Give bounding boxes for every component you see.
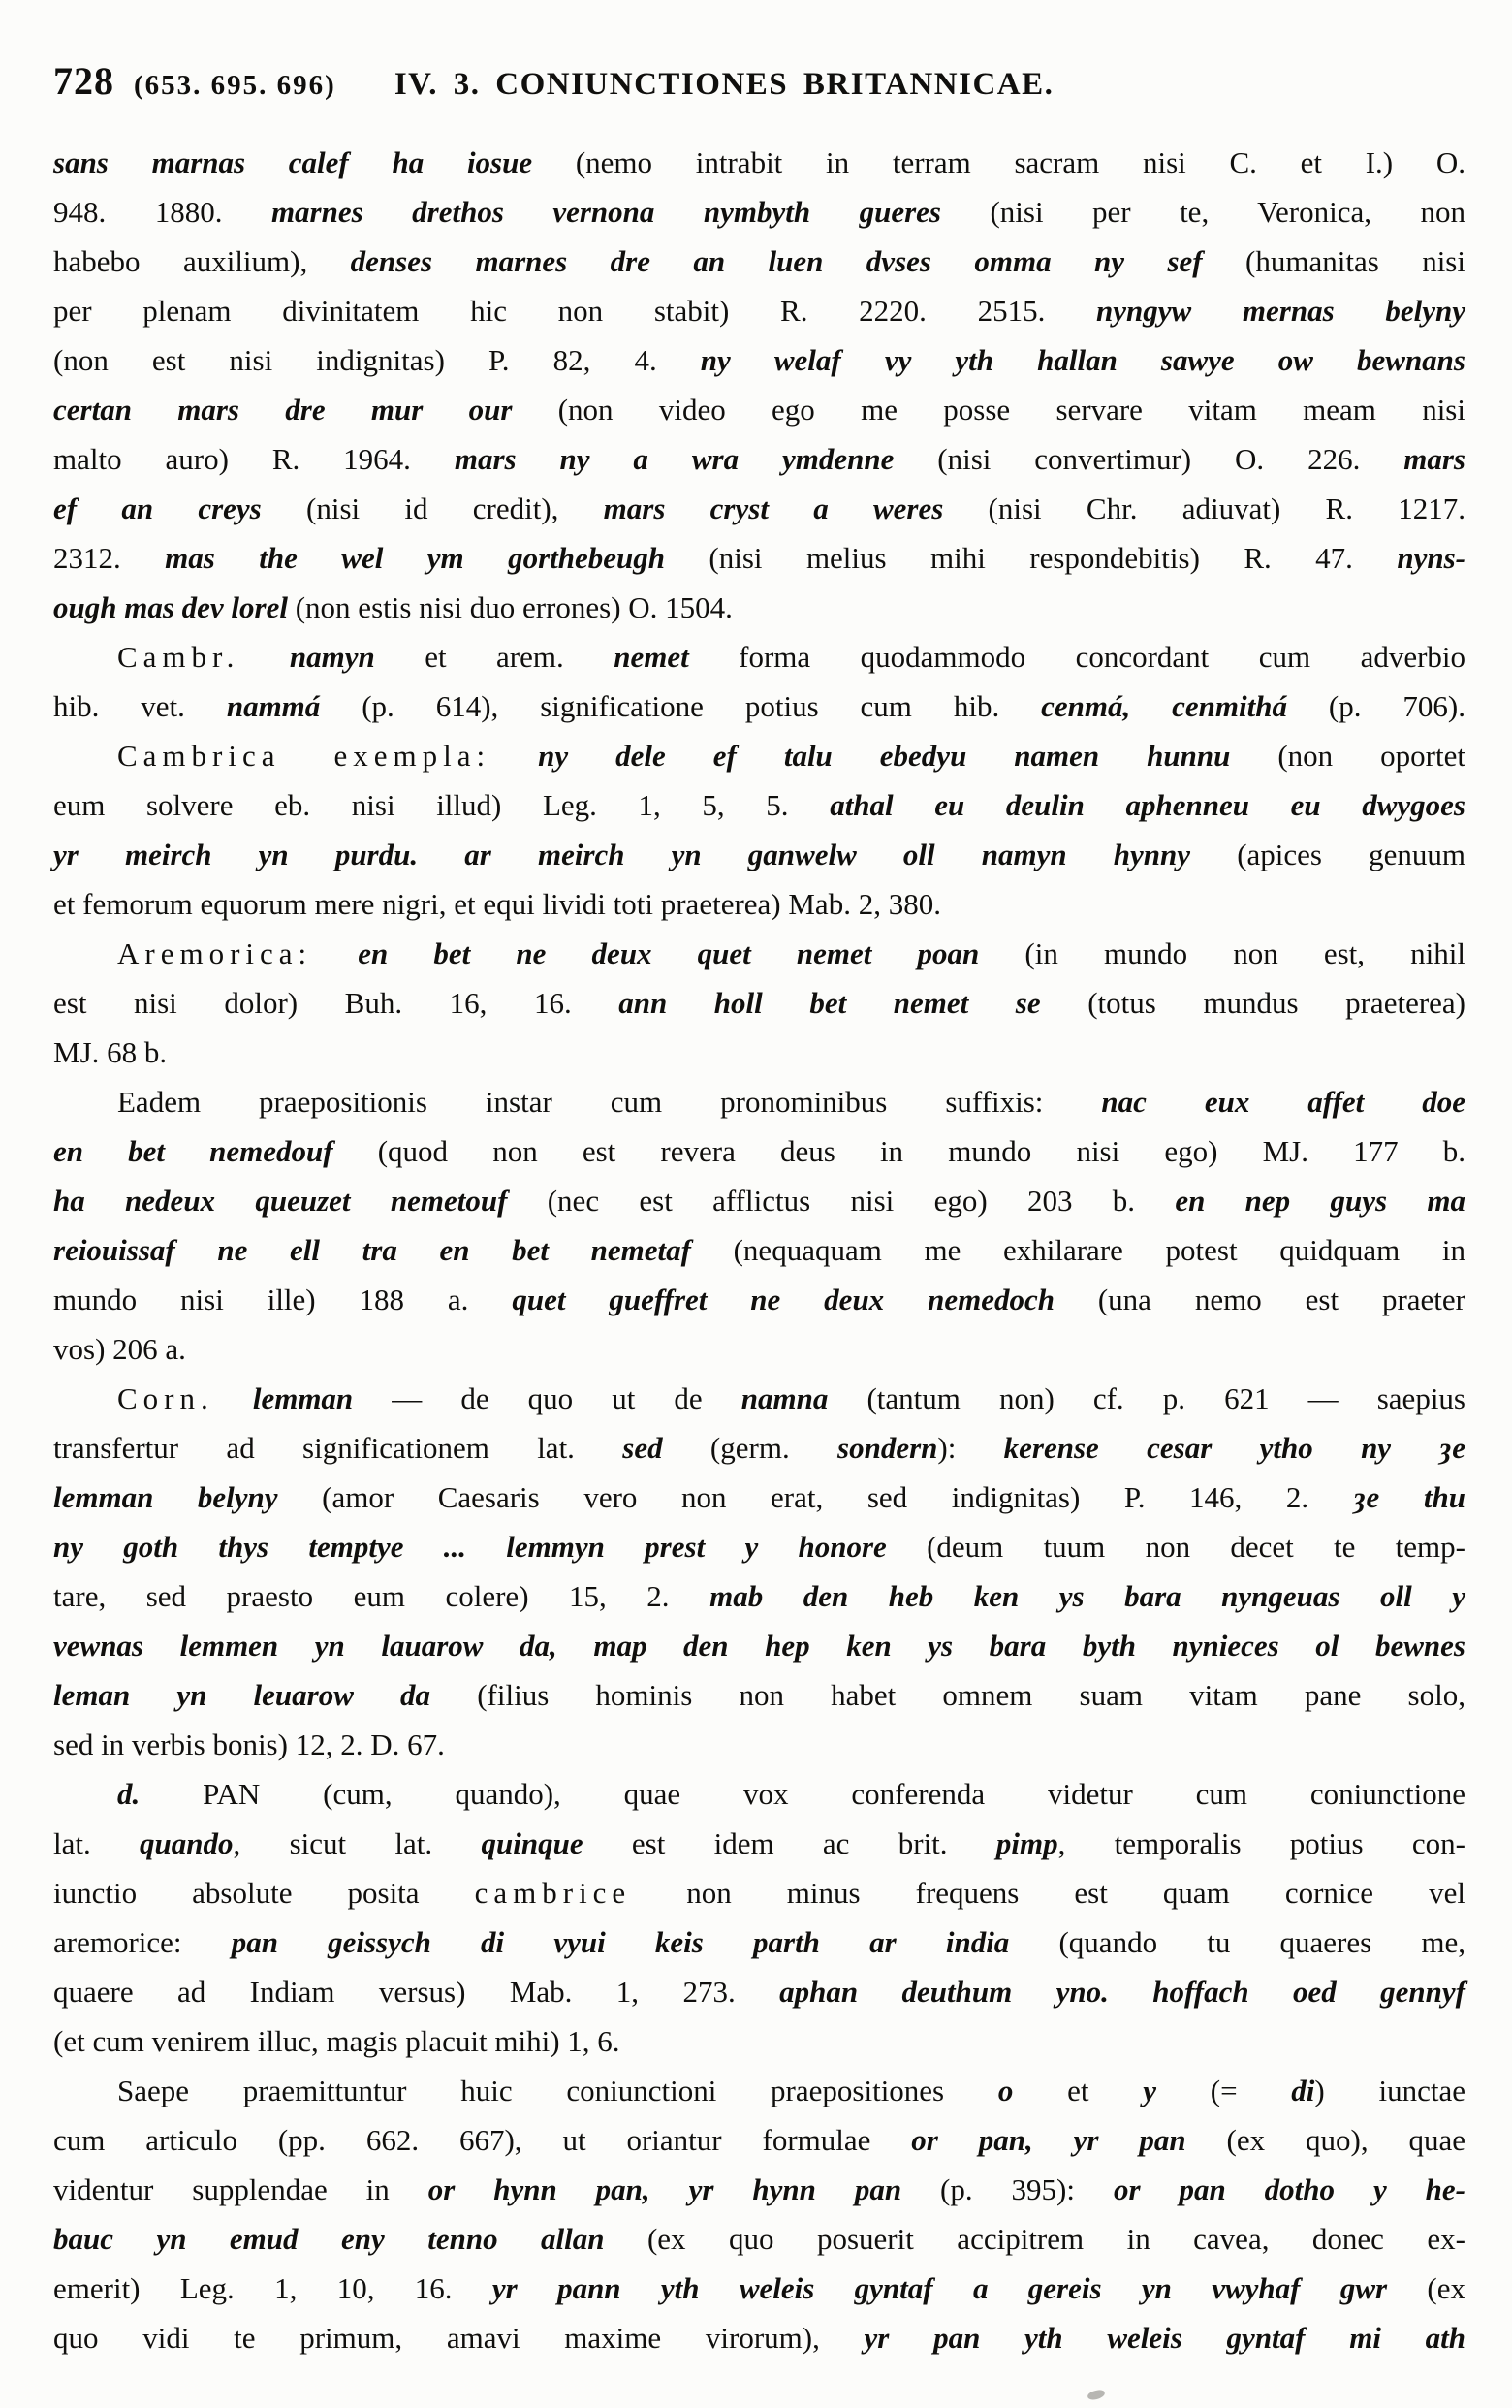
latin-text: PAN (cum, quando), quae vox conferenda videtur cum coniunctione bbox=[140, 1777, 1465, 1811]
page-header bbox=[53, 58, 1465, 111]
text-line bbox=[53, 879, 1465, 929]
latin-text: (deum tuum non decet te temp- bbox=[927, 1530, 1465, 1564]
celtic-phrase: reiouissaf ne ell tra en bet nemetaf bbox=[53, 1233, 734, 1267]
text-line bbox=[53, 237, 1465, 286]
celtic-phrase: quando bbox=[140, 1826, 234, 1860]
text-block bbox=[53, 138, 1465, 2362]
text-line bbox=[53, 1176, 1465, 1225]
latin-text: hib. vet. bbox=[53, 689, 227, 723]
latin-text: et arem. bbox=[374, 640, 614, 674]
latin-text: (tantum non) cf. p. 621 — saepius bbox=[828, 1381, 1465, 1415]
celtic-phrase: ny dele ef talu ebedyu namen hunnu bbox=[538, 739, 1278, 773]
text-line bbox=[53, 978, 1465, 1028]
latin-text: mundo nisi ille) 188 a. bbox=[53, 1283, 513, 1316]
celtic-phrase: or pan dotho y he- bbox=[1113, 2172, 1465, 2206]
celtic-phrase: o bbox=[997, 2074, 1014, 2107]
latin-text: vos) 206 a. bbox=[53, 1332, 186, 1366]
latin-text: et bbox=[1013, 2074, 1144, 2107]
latin-text: (non video ego me posse servare vitam meam nisi bbox=[557, 393, 1465, 427]
latin-text: , sicut lat. bbox=[233, 1826, 482, 1860]
latin-text: lat. bbox=[53, 1826, 141, 1860]
latin-text: et femorum equorum mere nigri, et equi lividi toti praeterea) Mab. 2, 380. bbox=[53, 887, 941, 921]
latin-text: aremorice: bbox=[53, 1925, 232, 1959]
celtic-phrase: ha nedeux queuzet nemetouf bbox=[53, 1184, 548, 1218]
celtic-phrase: d. bbox=[117, 1777, 141, 1811]
latin-text: non minus frequens est quam cornice vel bbox=[631, 1876, 1465, 1910]
text-line bbox=[53, 286, 1465, 335]
text-line bbox=[53, 1225, 1465, 1275]
celtic-phrase: ough mas dev lorel bbox=[53, 590, 296, 624]
latin-text: transfertur ad significationem lat. bbox=[53, 1431, 623, 1465]
text-line bbox=[53, 1917, 1465, 1967]
latin-text: (humanitas nisi bbox=[1245, 244, 1465, 278]
latin-text: Eadem praepositionis instar cum pronominibus suffixis: bbox=[117, 1085, 1102, 1119]
celtic-phrase: lemman bbox=[252, 1381, 354, 1415]
celtic-phrase: sans marnas calef ha iosue bbox=[53, 145, 576, 179]
text-line bbox=[53, 2165, 1465, 2214]
latin-text: 2312. bbox=[53, 541, 166, 575]
celtic-phrase: mars bbox=[1403, 442, 1465, 476]
celtic-phrase: nammá bbox=[226, 689, 321, 723]
spaced-label: Cambrica exempla: bbox=[117, 739, 491, 773]
latin-text: Saepe praemittuntur huic coniunctioni praepositiones bbox=[117, 2074, 998, 2107]
latin-text: videntur supplendae in bbox=[53, 2172, 428, 2206]
latin-text: (nisi per te, Veronica, non bbox=[990, 195, 1465, 229]
text-line bbox=[53, 335, 1465, 385]
spaced-label: Corn. bbox=[117, 1381, 214, 1415]
celtic-phrase: mars ny a wra ymdenne bbox=[454, 442, 938, 476]
latin-text bbox=[239, 640, 289, 674]
text-line bbox=[53, 1670, 1465, 1720]
text-line bbox=[53, 1720, 1465, 1769]
spaced-label: Aremorica: bbox=[117, 936, 313, 970]
text-line bbox=[53, 1621, 1465, 1670]
latin-text: (non estis nisi duo errones) O. 1504. bbox=[295, 590, 733, 624]
latin-text: malto auro) R. 1964. bbox=[53, 442, 455, 476]
ink-smudge-artifact bbox=[1087, 2389, 1105, 2401]
text-line bbox=[53, 533, 1465, 583]
text-line bbox=[53, 583, 1465, 632]
latin-text: — de quo ut de bbox=[353, 1381, 741, 1415]
celtic-phrase: mab den heb ken ys bara nyngeuas oll y bbox=[709, 1579, 1465, 1613]
text-line bbox=[53, 632, 1465, 681]
celtic-phrase: kerense cesar ytho ny ȝe bbox=[1003, 1431, 1466, 1465]
celtic-phrase: en bet nemedouf bbox=[53, 1134, 378, 1168]
celtic-phrase: denses marnes dre an luen dvses omma ny sef bbox=[350, 244, 1246, 278]
latin-text: habebo auxilium), bbox=[53, 244, 351, 278]
celtic-phrase: aphan deuthum yno. hoffach oed gennyf bbox=[779, 1975, 1465, 2009]
latin-text: (= bbox=[1156, 2074, 1292, 2107]
celtic-phrase: quinque bbox=[481, 1826, 583, 1860]
latin-text: (non est nisi indignitas) P. 82, 4. bbox=[53, 343, 701, 377]
text-line bbox=[53, 780, 1465, 830]
spaced-label: cambrice bbox=[474, 1876, 632, 1910]
text-line bbox=[53, 1473, 1465, 1522]
latin-text: (ex quo), quae bbox=[1185, 2123, 1465, 2157]
latin-text: (totus mundus praeterea) bbox=[1087, 986, 1465, 1020]
celtic-phrase: en nep guys ma bbox=[1175, 1184, 1465, 1218]
latin-text: est nisi dolor) Buh. 16, 16. bbox=[53, 986, 619, 1020]
text-line bbox=[53, 1571, 1465, 1621]
text-line bbox=[53, 1126, 1465, 1176]
celtic-phrase: certan mars dre mur our bbox=[53, 393, 558, 427]
text-line bbox=[53, 138, 1465, 187]
text-line bbox=[53, 1522, 1465, 1571]
text-line bbox=[53, 187, 1465, 237]
text-line bbox=[53, 1275, 1465, 1324]
latin-text bbox=[312, 936, 358, 970]
text-line bbox=[53, 1967, 1465, 2016]
celtic-phrase: or hynn pan, yr hynn pan bbox=[427, 2172, 902, 2206]
header-refs: (653. 695. 696) bbox=[134, 70, 336, 101]
latin-text: eum solvere eb. nisi illud) Leg. 1, 5, 5. bbox=[53, 788, 831, 822]
latin-text: tare, sed praesto eum colere) 15, 2. bbox=[53, 1579, 710, 1613]
latin-text: (ex bbox=[1427, 2271, 1465, 2305]
celtic-phrase: mars cryst a weres bbox=[603, 491, 989, 525]
text-line bbox=[53, 2115, 1465, 2165]
text-line bbox=[53, 2214, 1465, 2264]
text-line bbox=[53, 2016, 1465, 2066]
text-line bbox=[53, 830, 1465, 879]
celtic-phrase: nac eux affet doe bbox=[1101, 1085, 1465, 1119]
latin-text: (nequaquam me exhilarare potest quidquam in bbox=[733, 1233, 1465, 1267]
latin-text: cum articulo (pp. 662. 667), ut oriantur formulae bbox=[53, 2123, 912, 2157]
latin-text: 948. 1880. bbox=[53, 195, 271, 229]
page-number: 728 bbox=[53, 59, 114, 103]
celtic-phrase: y bbox=[1143, 2074, 1156, 2107]
text-line bbox=[53, 929, 1465, 978]
latin-text bbox=[490, 739, 538, 773]
latin-text: emerit) Leg. 1, 10, 16. bbox=[53, 2271, 492, 2305]
text-line bbox=[53, 385, 1465, 434]
text-line bbox=[53, 1077, 1465, 1126]
text-line bbox=[53, 484, 1465, 533]
latin-text: (nec est afflictus nisi ego) 203 b. bbox=[547, 1184, 1176, 1218]
celtic-phrase: yr pan yth weleis gyntaf mi ath bbox=[864, 2321, 1465, 2355]
celtic-phrase: nemet bbox=[614, 640, 689, 674]
celtic-phrase: ny goth thys temptye ... lemmyn prest y honore bbox=[53, 1530, 928, 1564]
celtic-phrase: sondern bbox=[837, 1431, 938, 1465]
latin-text: (nisi melius mihi respondebitis) R. 47. bbox=[709, 541, 1398, 575]
latin-text: quaere ad Indiam versus) Mab. 1, 273. bbox=[53, 1975, 780, 2009]
latin-text: (nisi convertimur) O. 226. bbox=[937, 442, 1404, 476]
latin-text: , temporalis potius con- bbox=[1057, 1826, 1465, 1860]
celtic-phrase: cenmá, cenmithá bbox=[1041, 689, 1288, 723]
celtic-phrase: nyns- bbox=[1397, 541, 1465, 575]
latin-text: ) iunctae bbox=[1314, 2074, 1465, 2107]
celtic-phrase: ny welaf vy yth hallan sawye ow bewnans bbox=[700, 343, 1465, 377]
text-line bbox=[53, 1769, 1465, 1819]
spaced-label: Cambr. bbox=[117, 640, 240, 674]
running-title: IV. 3. CONIUNCTIONES BRITANNICAE. bbox=[394, 67, 1055, 102]
text-line bbox=[53, 1868, 1465, 1917]
latin-text: (nisi Chr. adiuvat) R. 1217. bbox=[988, 491, 1465, 525]
latin-text bbox=[214, 1381, 253, 1415]
latin-text: per plenam divinitatem hic non stabit) R. 2220. 2515. bbox=[53, 294, 1097, 328]
latin-text: (amor Caesaris vero non erat, sed indignitas) P. 146, 2. bbox=[322, 1480, 1353, 1514]
celtic-phrase: pan geissych di vyui keis parth ar india bbox=[231, 1925, 1059, 1959]
latin-text: (p. 395): bbox=[901, 2172, 1114, 2206]
latin-text: (quod non est revera deus in mundo nisi ego) MJ. 177 b. bbox=[377, 1134, 1466, 1168]
celtic-phrase: ȝe thu bbox=[1352, 1480, 1465, 1514]
text-line bbox=[53, 681, 1465, 731]
latin-text: ): bbox=[937, 1431, 1004, 1465]
celtic-phrase: mas the wel ym gorthebeugh bbox=[165, 541, 709, 575]
celtic-phrase: marnes drethos vernona nymbyth gueres bbox=[270, 195, 991, 229]
text-line bbox=[53, 1324, 1465, 1374]
celtic-phrase: ann holl bet nemet se bbox=[618, 986, 1088, 1020]
text-line bbox=[53, 731, 1465, 780]
text-line bbox=[53, 1423, 1465, 1473]
text-line bbox=[53, 2264, 1465, 2313]
latin-text: (nemo intrabit in terram sacram nisi C. et I.) O. bbox=[575, 145, 1465, 179]
celtic-phrase: or pan, yr pan bbox=[911, 2123, 1186, 2157]
latin-text: sed in verbis bonis) 12, 2. D. 67. bbox=[53, 1727, 445, 1761]
celtic-phrase: lemman belyny bbox=[53, 1480, 323, 1514]
celtic-phrase: ef an creys bbox=[53, 491, 307, 525]
celtic-phrase: namyn bbox=[289, 640, 375, 674]
latin-text: (p. 706). bbox=[1287, 689, 1465, 723]
celtic-phrase: pimp bbox=[995, 1826, 1058, 1860]
celtic-phrase: nyngyw mernas belyny bbox=[1096, 294, 1465, 328]
celtic-phrase: yr meirch yn purdu. ar meirch yn ganwelw oll namyn hynny bbox=[53, 838, 1238, 871]
latin-text: forma quodammodo concordant cum adverbio bbox=[688, 640, 1466, 674]
celtic-phrase: bauc yn emud eny tenno allan bbox=[53, 2222, 647, 2256]
celtic-phrase: en bet ne deux quet nemet poan bbox=[358, 936, 1025, 970]
text-line bbox=[53, 2313, 1465, 2362]
latin-text: (nisi id credit), bbox=[306, 491, 604, 525]
text-line bbox=[53, 1374, 1465, 1423]
celtic-phrase: leman yn leuarow da bbox=[53, 1678, 478, 1712]
text-line bbox=[53, 434, 1465, 484]
celtic-phrase: quet gueffret ne deux nemedoch bbox=[512, 1283, 1098, 1316]
latin-text: (germ. bbox=[662, 1431, 838, 1465]
celtic-phrase: athal eu deulin aphenneu eu dwygoes bbox=[830, 788, 1465, 822]
latin-text: (non oportet bbox=[1277, 739, 1465, 773]
text-line bbox=[53, 1819, 1465, 1868]
celtic-phrase: yr pann yth weleis gyntaf a gereis yn vwyhaf gwr bbox=[491, 2271, 1428, 2305]
latin-text: (quando tu quaeres me, bbox=[1058, 1925, 1465, 1959]
celtic-phrase: sed bbox=[622, 1431, 663, 1465]
latin-text: (et cum venirem illuc, magis placuit mihi) 1, 6. bbox=[53, 2024, 620, 2058]
latin-text: quo vidi te primum, amavi maxime virorum), bbox=[53, 2321, 865, 2355]
celtic-phrase: di bbox=[1291, 2074, 1315, 2107]
text-line bbox=[53, 1028, 1465, 1077]
latin-text: MJ. 68 b. bbox=[53, 1035, 168, 1069]
latin-text: (apices genuum bbox=[1237, 838, 1465, 871]
latin-text: (in mundo non est, nihil bbox=[1024, 936, 1466, 970]
celtic-phrase: vewnas lemmen yn lauarow da, map den hep ken ys bara byth nynieces ol bewnes bbox=[53, 1629, 1465, 1663]
latin-text: iunctio absolute posita bbox=[53, 1876, 475, 1910]
latin-text: (ex quo posuerit accipitrem in cavea, donec ex- bbox=[646, 2222, 1465, 2256]
latin-text: (p. 614), significatione potius cum hib. bbox=[320, 689, 1042, 723]
latin-text: (una nemo est praeter bbox=[1097, 1283, 1465, 1316]
latin-text: est idem ac brit. bbox=[583, 1826, 996, 1860]
latin-text: (filius hominis non habet omnem suam vitam pane solo, bbox=[477, 1678, 1465, 1712]
celtic-phrase: namna bbox=[740, 1381, 829, 1415]
text-line bbox=[53, 2066, 1465, 2115]
